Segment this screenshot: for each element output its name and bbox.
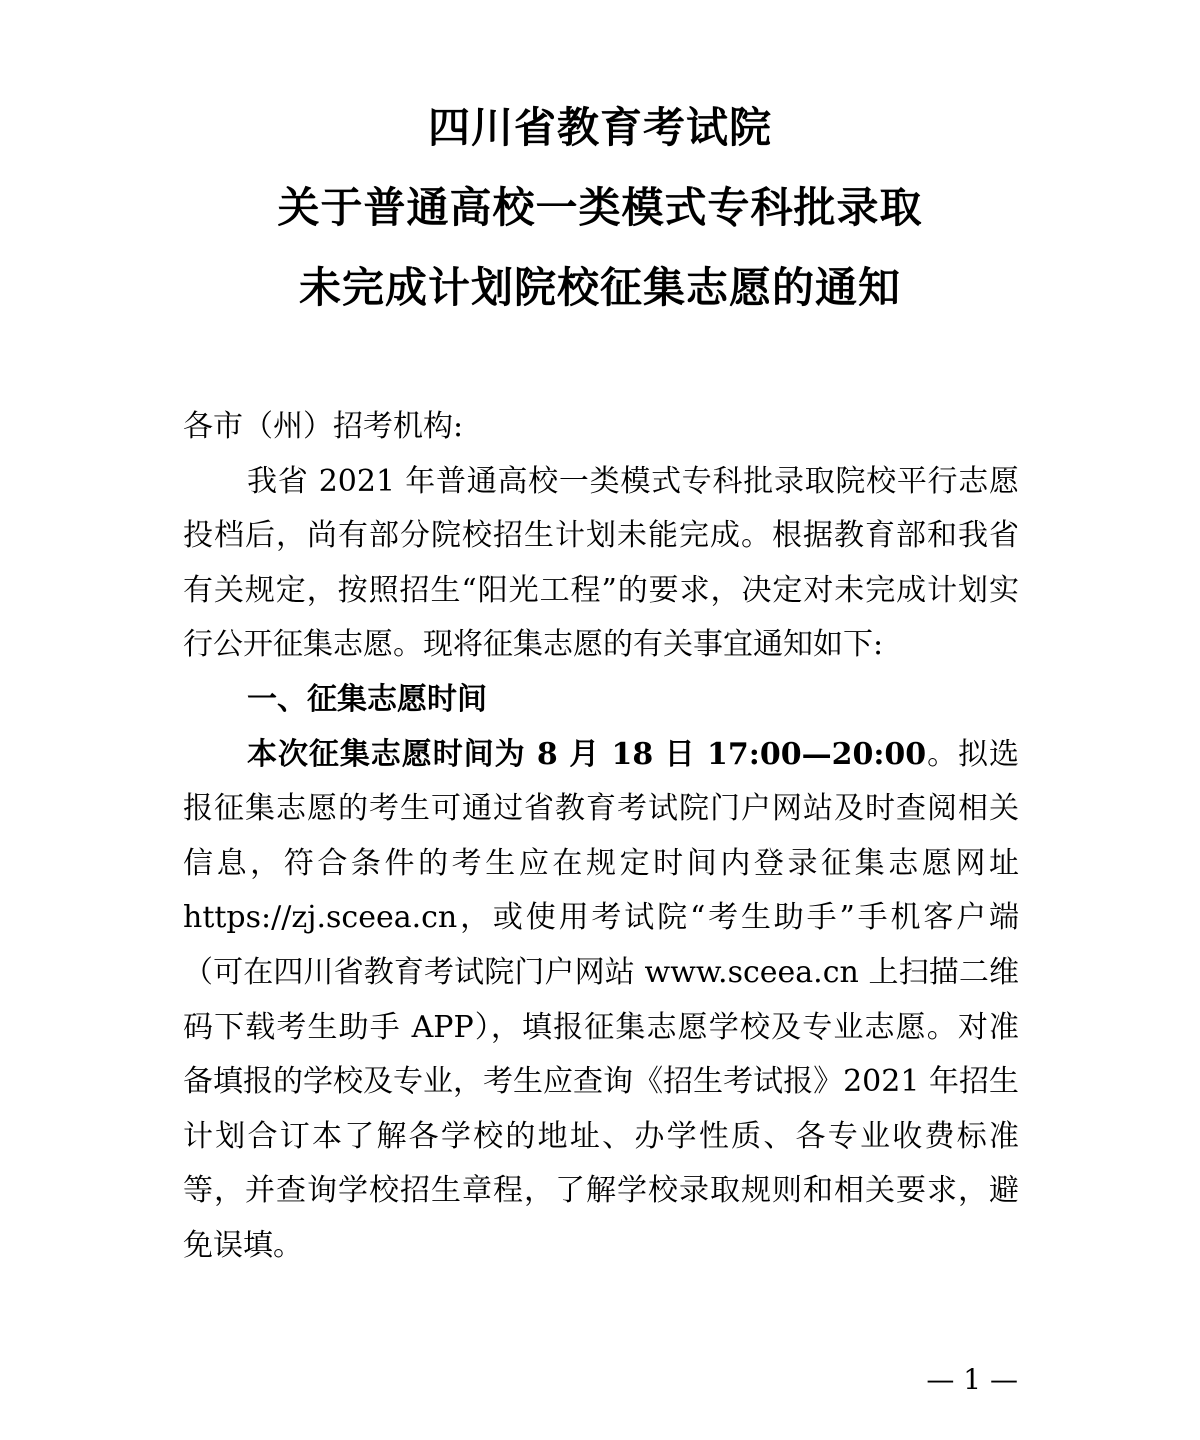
section-1-paragraph: [183, 728, 1019, 1274]
intro-paragraph: 我省 2021 年普通高校一类模式专科批录取院校平行志愿投档后，尚有部分院校招生计划未能完成。根据教育部和我省有关规定，按照招生“阳光工程”的要求，决定对未完成计划实行公开征集志愿。现将征集志愿的有关事宜通知如下:: [183, 463, 1019, 663]
section-1-time: 本次征集志愿时间为 8 月 18 日 17:00—20:00: [247, 736, 927, 772]
document-body: [183, 400, 1019, 1274]
title-line-1: 四川省教育考试院: [427, 103, 772, 152]
title-line-3: 未完成计划院校征集志愿的通知: [298, 263, 901, 312]
document-title: [0, 88, 1200, 328]
salutation: 各市（州）招考机构:: [183, 409, 464, 444]
section-1-heading: 一、征集志愿时间: [247, 681, 487, 717]
section-1-body: 。拟选报征集志愿的考生可通过省教育考试院门户网站及时查阅相关信息，符合条件的考生应在规定时间内登录征集志愿网址 https://zj.sceea.cn，或使用考试院“考生助手”手机客户端（可在四川省教育考试院门户网站 www.sceea.cn 上扫描二维码下载考生助手 APP），填报征集志愿学校及专业志愿。对准备填报的学校及专业，考生应查询《招生考试报》2021 年招生计划合订本了解各学校的地址、办学性质、各专业收费标准等，并查询学校招生章程，了解学校录取规则和相关要求，避免误填。: [183, 736, 1020, 1263]
page-number: — 1 —: [926, 1363, 1018, 1396]
title-line-2: 关于普通高校一类模式专科批录取: [277, 183, 923, 232]
